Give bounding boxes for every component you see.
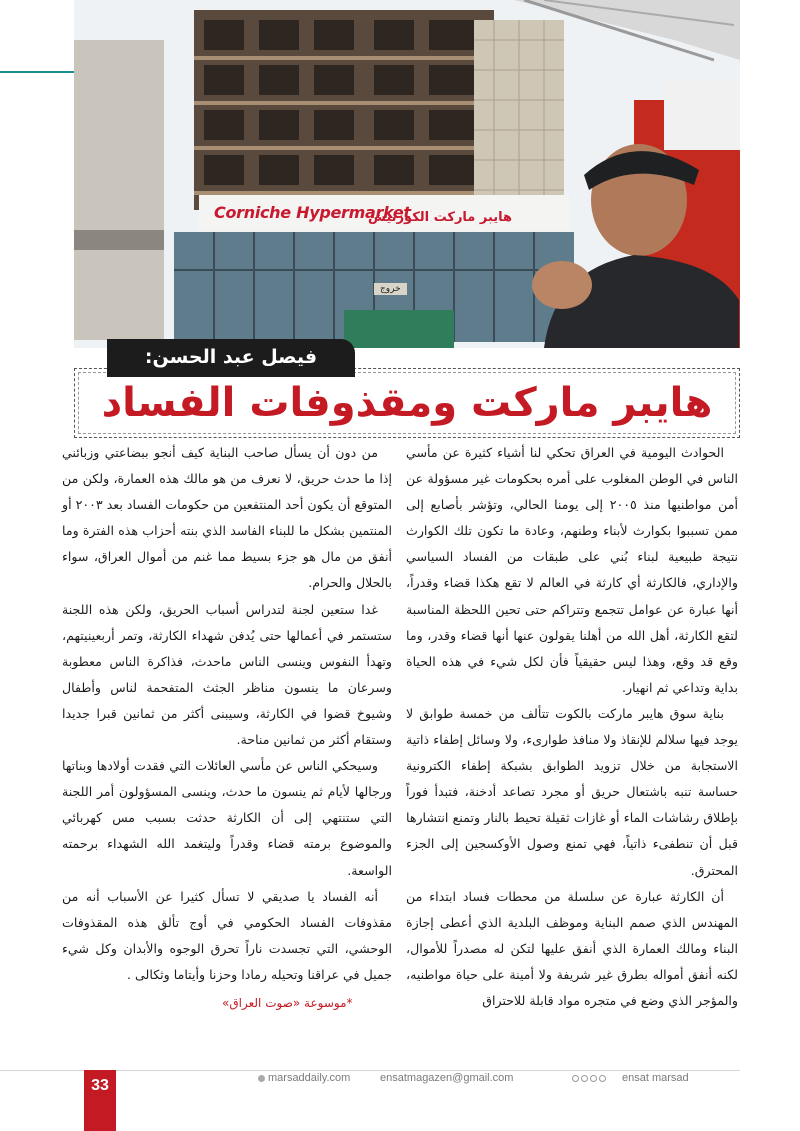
footer-brand: ensat marsad (622, 1072, 689, 1084)
paragraph: غدا ستعين لجنة لتدراس أسباب الحريق، ولكن هذه اللجنة ستستمر في أعمالها حتى يُدفن شهداء الكارثة، وتمر أربعينيتهم، وتهدأ النفوس وينسى الناس ماحدث، فذاكرة الناس معطوبة وسرعان ما ينسون مناظر الجثث المتفحمة لناس وأطفال وشيوخ قضوا في الكارثة، وسيبنى أكثر من ثمانين قبرا جديدا وستقام أكثر من ثمانين مناحة. (62, 601, 392, 748)
headline-frame (74, 368, 740, 438)
article-headline: هايبر ماركت ومقذوفات الفساد (101, 380, 713, 426)
footer-social-icons (572, 1072, 608, 1084)
fire-damaged-building-illustration (74, 0, 740, 348)
paragraph: أن الكارثة عبارة عن سلسلة من محطات فساد ابتداء من المهندس الذي صمم البناية وموظف البلدية الذي أعطى إجازة البناء ومالك العمارة الذي أنفق عليها لتكن له مصدراً للأموال، لكنه أنفق أمواله بطرق غير شريفة ولا أمينة على حياة مواطنيه، والمؤجر الذي وضع في متجره مواد قابلة للاحتراق (406, 888, 738, 1008)
article-photo (74, 0, 740, 348)
decorative-teal-line (0, 71, 74, 73)
footer-email[interactable]: ensatmagazen@gmail.com (380, 1072, 514, 1084)
paragraph: بناية سوق هايبر ماركت بالكوت تتألف من خمسة طوابق لا يوجد فيها سلالم للإنقاذ ولا منافذ طوارىء، ولا وسائل إطفاء ذاتية الاستجابة من خلال تزويد الطوابق بشبكة إطفاء الكترونية حساسة تنبه باشتعال حريق أو مجرد تصاعد أدخنة، فتبدأ فوراً بإطلاق رشاشات الماء أو غازات ثقيلة تحيط بالنار وتمنع انتشارها قبل أن تنطفىء ذاتياً، فهي تمنع وصول الأوكسجين إلى الجزء المحترق. (406, 705, 738, 878)
globe-icon (258, 1075, 265, 1082)
footer-website[interactable] (258, 1072, 350, 1084)
paragraph: الحوادث اليومية في العراق تحكي لنا أشياء كثيرة عن مأسي الناس في الوطن المغلوب على أمره بحكومات غير مسؤولة عن أمن مواطنيها منذ ٢٠٠٥ إلى يومنا الحالي، وتؤشر بأصابع إلى ممن تسببوا بكوارث لأبناء وطنهم، وعادة ما تكون تلك الكوارث نتيجة طبيعية لبناء بُني على طبقات من الفساد السياسي والإداري، فالكارثة أي كارثة في العالم لا تقع هكذا قضاء وقدراً، أنها عبارة عن عوامل تتجمع وتتراكم حتى تحين اللحظة المناسبة لتقع الكارثة، أهل الله من أهلنا يقولون عنها أنها قضاء وقدر، وما وقع قد وقع، وهذا ليس حقيقياً فأن لكل شيء في هذه الحياة بداية وتداعي ثم انهيار. (406, 445, 738, 695)
youtube-icon[interactable] (599, 1075, 606, 1082)
article-source: *موسوعة «صوت العراق» (222, 995, 353, 1010)
facebook-icon[interactable] (572, 1075, 579, 1082)
article-column-right (406, 440, 738, 1014)
paragraph: وسيحكي الناس عن مأسي العائلات التي فقدت أولادها وبناتها ورجالها لأيام ثم ينسون ما حدث، وينسى المسؤولون أمر اللجنة التي ستنتهي إلى أن الكارثة حدثت بسبب مس كهربائي والموضوع برمته قضاء وقدراً وليتغمد الله الشهداء برحمته الواسعة. (62, 758, 392, 878)
store-sign-arabic: هايبر ماركت الكورنيش (368, 210, 513, 225)
website-link[interactable]: marsaddaily.com (268, 1072, 351, 1084)
store-sign-latin: Corniche Hypermarket (214, 203, 411, 222)
paragraph: أنه الفساد يا صديقي لا تسأل كثيرا عن الأسباب أنه من مقذوفات الفساد الحكومي في أوج تألق هذه المقذوفات الوحشي، التي تجسدت ناراً تحرق الوجوه والأبدان وكل شيء جميل في عراقنا وتحيله رمادا وحزنا وأيتاما وثكالى . (62, 888, 392, 982)
instagram-icon[interactable] (590, 1075, 597, 1082)
twitter-icon[interactable] (581, 1075, 588, 1082)
page-number: 33 (84, 1070, 116, 1131)
author-tab: فيصل عبد الحسن: (107, 339, 355, 377)
paragraph: من دون أن يسأل صاحب البناية كيف أنجو ببضاعتي وزبائني إذا ما حدث حريق، لا نعرف من هو مالك هذه العمارة، ولكن من المتوقع أن يكون أحد المنتفعين من حكومات الفساد بعد ٢٠٠٣ أو المنتمين بشكل ما للبناء الفاسد الذي بنته أحزاب هذه الفترة وما أنفق من مال هو جزء بسيط مما غنم من أموال العراق، سواء بالحلال والحرام. (62, 445, 392, 591)
article-column-left (62, 440, 392, 1016)
exit-sign: خروج (374, 283, 407, 295)
